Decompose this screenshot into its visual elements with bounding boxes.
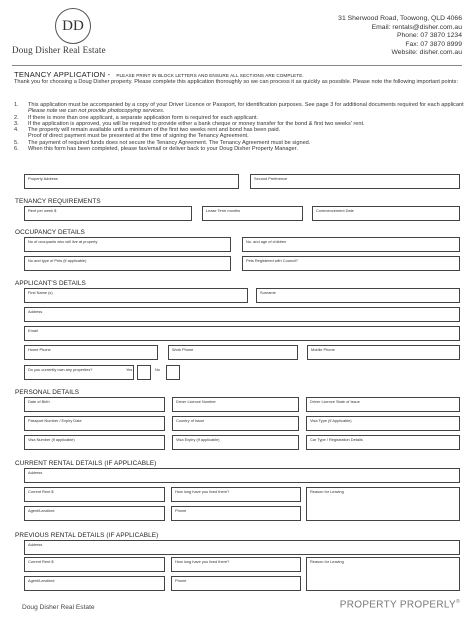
commencement-date-field[interactable]: Commencement Date bbox=[312, 206, 460, 221]
previous-rent-field[interactable]: Current Rent $ bbox=[24, 557, 165, 572]
note-item: 3. If the application is approved, you will be required to provide either a bank cheque or money transfer for the bond & first two weeks' rent. bbox=[14, 120, 365, 127]
dob-field[interactable]: Date of Birth bbox=[24, 397, 165, 412]
own-property-no-label: No bbox=[155, 367, 160, 372]
section-tenancy-requirements: TENANCY REQUIREMENTS bbox=[15, 198, 101, 205]
visa-expiry-field[interactable]: Visa Expiry (if applicable) bbox=[172, 435, 299, 450]
important-notes bbox=[14, 102, 464, 152]
contact-phone: Phone: 07 3870 1234 bbox=[396, 32, 462, 39]
note-item: 4. The property will remain available until a minimum of the first two weeks rent and bond has been paid. bbox=[14, 127, 281, 134]
intro-text: Thank you for choosing a Doug Disher property. Please complete this application thoroughly so we can process it as quickly as possible. Please note the following important points: bbox=[14, 79, 458, 85]
section-previous-rental: PREVIOUS RENTAL DETAILS (IF APPLICABLE) bbox=[15, 532, 159, 539]
previous-reason-field[interactable]: Reason for Leaving bbox=[306, 557, 460, 591]
contact-fax: Fax: 07 3870 8999 bbox=[405, 40, 462, 48]
note-item: 5. The payment of required funds does not secure the Tenancy Agreement. The Tenancy Agreement must be signed. bbox=[14, 139, 311, 146]
pets-type-field[interactable]: No and type of Pets (if applicable) bbox=[24, 256, 231, 271]
note-item: 2. If there is more than one applicant, a separate application form is required for each applicant. bbox=[14, 114, 259, 121]
children-field[interactable]: No. and age of children bbox=[242, 237, 460, 252]
form-title-sub: PLEASE PRINT IN BLOCK LETTERS AND ENSURE ALL SECTIONS ARE COMPLETE. bbox=[116, 73, 304, 78]
occupants-field[interactable]: No of occupants who will live at property bbox=[24, 237, 231, 252]
header-divider bbox=[12, 65, 462, 66]
current-rent-field[interactable]: Current Rent $ bbox=[24, 487, 165, 502]
footer-slogan: PROPERTY PROPERLY® bbox=[339, 599, 460, 611]
note-item: 1. This application must be accompanied by a copy of your Driver Licence or Passport, for identification purposes. See page 3 for additional documents required for each applicant Please note we can not provide photocopying services. bbox=[14, 102, 464, 115]
note-item: Proof of direct payment must be presented at the time of signing the Tenancy Agreement. bbox=[28, 133, 249, 140]
previous-how-long-field[interactable]: How long have you lived there? bbox=[171, 557, 301, 572]
section-current-rental: CURRENT RENTAL DETAILS (IF APPLICABLE) bbox=[15, 460, 157, 467]
company-logo-icon: DD bbox=[55, 8, 91, 44]
rent-per-week-field[interactable]: Rent per week $ bbox=[24, 206, 192, 221]
section-applicants-details: APPLICANT'S DETAILS bbox=[15, 280, 86, 287]
current-phone-field[interactable]: Phone bbox=[171, 506, 301, 521]
passport-field[interactable]: Passport Number / Expiry Date bbox=[24, 416, 165, 431]
own-property-yes-label: Yes bbox=[126, 367, 133, 372]
contact-address: 31 Sherwood Road, Toowong, QLD 4066 bbox=[338, 15, 462, 22]
own-property-question: Do you currently own any properties? bbox=[24, 365, 134, 380]
property-address-field[interactable]: Property Address bbox=[24, 174, 239, 189]
pets-registered-field[interactable]: Pets Registered with Council? bbox=[242, 256, 460, 271]
visa-type-field[interactable]: Visa Type (If Applicable) bbox=[306, 416, 460, 431]
previous-agent-field[interactable]: Agent/Landlord bbox=[24, 576, 165, 591]
section-occupancy-details: OCCUPANCY DETAILS bbox=[15, 229, 85, 236]
contact-block bbox=[338, 15, 462, 58]
email-field[interactable]: Email bbox=[24, 326, 460, 341]
current-how-long-field[interactable]: How long have you lived there? bbox=[171, 487, 301, 502]
licence-number-field[interactable]: Driver Licence Number bbox=[172, 397, 299, 412]
own-property-yes-checkbox[interactable] bbox=[137, 365, 151, 380]
home-phone-field[interactable]: Home Phone bbox=[24, 345, 158, 360]
current-agent-field[interactable]: Agent/Landlord bbox=[24, 506, 165, 521]
form-title-main: TENANCY APPLICATION - bbox=[14, 70, 111, 79]
own-property-no-checkbox[interactable] bbox=[166, 365, 180, 380]
previous-phone-field[interactable]: Phone bbox=[171, 576, 301, 591]
country-issue-field[interactable]: Country of Issue bbox=[172, 416, 299, 431]
first-names-field[interactable]: First Name (s) bbox=[24, 288, 248, 303]
work-phone-field[interactable]: Work Phone bbox=[168, 345, 298, 360]
surname-field[interactable]: Surname bbox=[256, 288, 460, 303]
car-details-field[interactable]: Car Type / Registration Details bbox=[306, 435, 460, 450]
second-preference-field[interactable]: Second Preference bbox=[250, 174, 460, 189]
previous-address-field[interactable]: Address bbox=[24, 540, 460, 555]
visa-number-field[interactable]: Visa Number (if applicable) bbox=[24, 435, 165, 450]
mobile-phone-field[interactable]: Mobile Phone bbox=[307, 345, 460, 360]
footer-company-name: Doug Disher Real Estate bbox=[22, 604, 95, 611]
address-field[interactable]: Address bbox=[24, 307, 460, 322]
lease-term-field[interactable]: Lease Term months bbox=[202, 206, 303, 221]
form-title bbox=[14, 70, 304, 79]
current-address-field[interactable]: Address bbox=[24, 468, 460, 483]
company-name: Doug Disher Real Estate bbox=[12, 45, 106, 55]
current-reason-field[interactable]: Reason for Leaving bbox=[306, 487, 460, 521]
contact-email: Email: rentals@disher.com.au bbox=[371, 23, 462, 31]
licence-state-field[interactable]: Driver Licence State of Issue bbox=[306, 397, 460, 412]
section-personal-details: PERSONAL DETAILS bbox=[15, 389, 80, 396]
note-item: 6. When this form has been completed, please fax/email or deliver back to your Doug Disher Property Manager. bbox=[14, 146, 298, 153]
contact-website: Website: disher.com.au bbox=[391, 49, 462, 56]
registered-mark: ® bbox=[456, 599, 460, 605]
